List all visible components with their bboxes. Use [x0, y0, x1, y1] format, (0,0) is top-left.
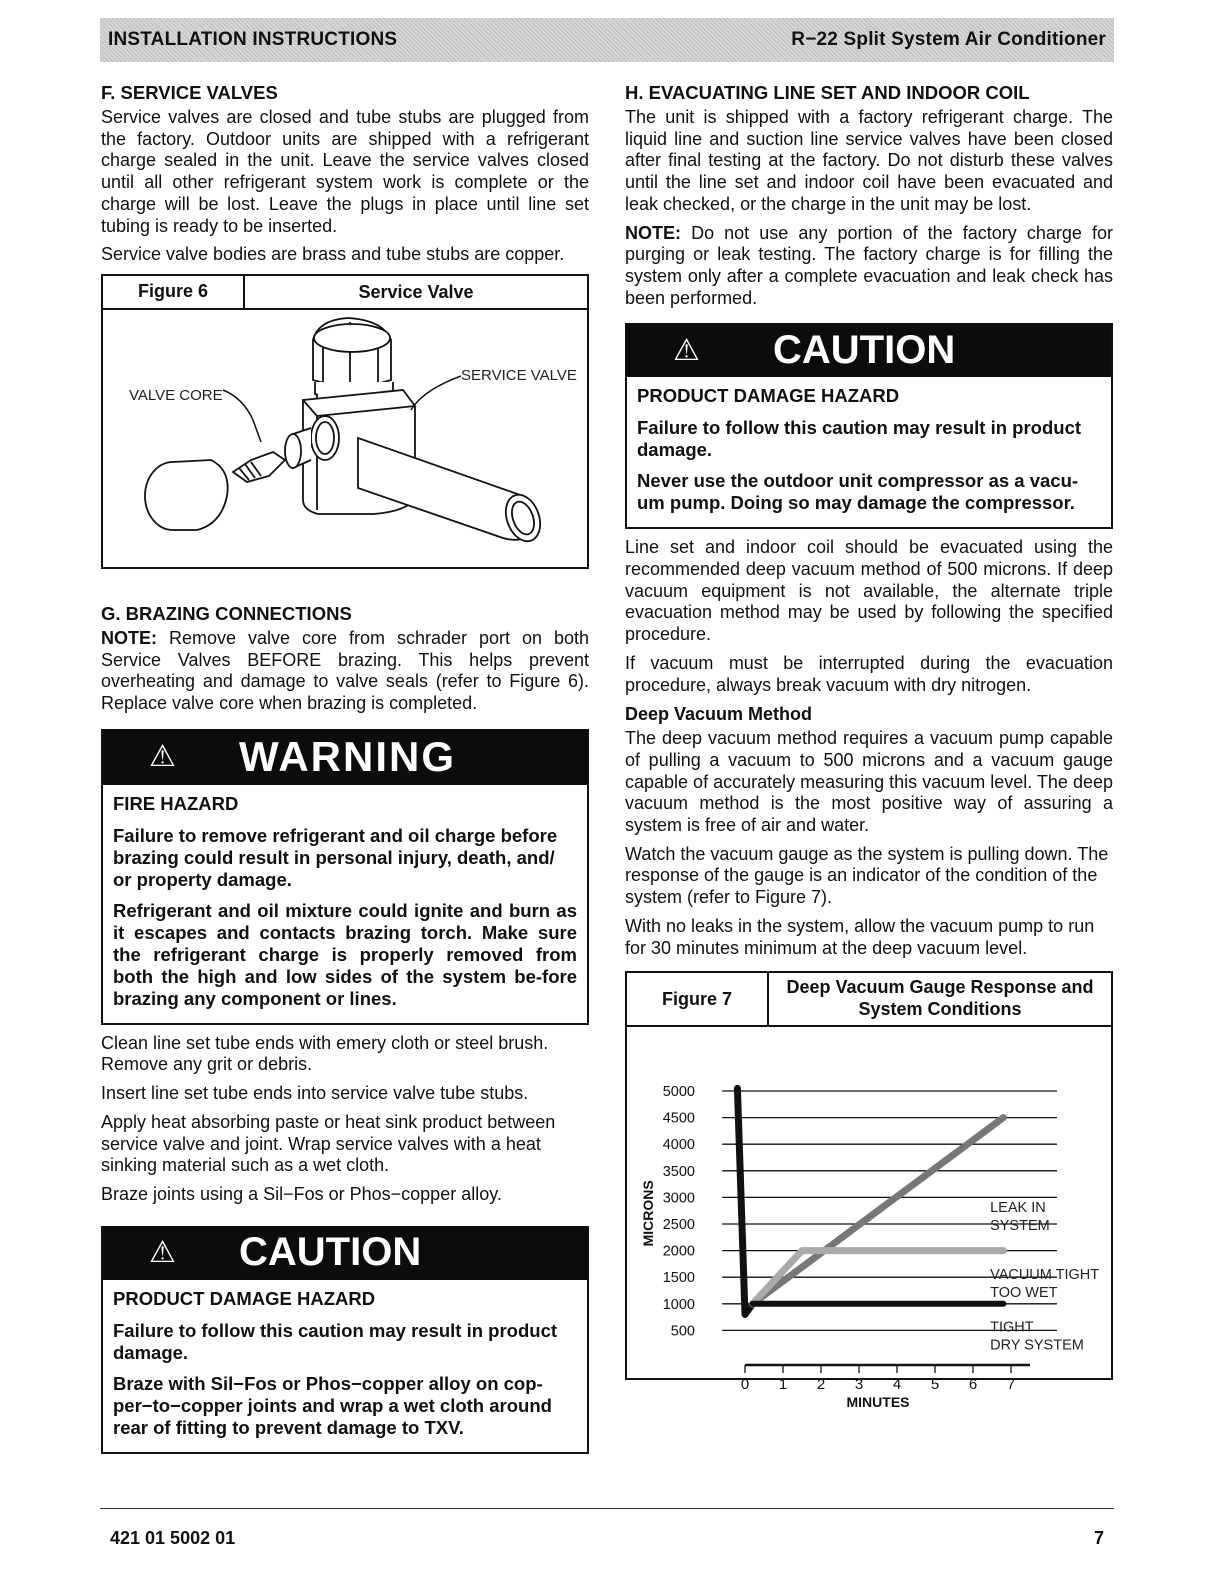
left-column — [101, 82, 589, 1454]
warning-box — [101, 729, 589, 1025]
brazing-paragraph-4: Braze joints using a Sil−Fos or Phos−copper alloy. — [101, 1183, 502, 1204]
y-tick-label: 4000 — [662, 1137, 695, 1154]
y-tick-label: 3500 — [662, 1164, 695, 1181]
section-f-title: F. SERVICE VALVES — [101, 82, 278, 103]
caution-right-paragraph-2: Never use the outdoor unit compressor as a vacu-um pump. Doing so may damage the compressor. — [637, 470, 1079, 514]
warning-paragraph-2: Refrigerant and oil mixture could ignite and burn as it escapes and contacts brazing torch. Make sure the refrigerant charge is properly removed from both the high and low sides of the system be-fore brazing any component or lines. — [113, 899, 577, 1009]
caution-title-left: PRODUCT DAMAGE HAZARD — [113, 1287, 376, 1309]
service-valve-illustration — [103, 310, 587, 562]
brazing-paragraph-1: Clean line set tube ends with emery cloth or steel brush. Remove any grit or debris. — [101, 1032, 549, 1075]
caution-body-left — [103, 1280, 587, 1452]
figure-6-title: Service Valve — [358, 281, 474, 302]
caution-banner-right — [627, 323, 1111, 377]
figure-7-title: Deep Vacuum Gauge Response and System Conditions — [786, 977, 1094, 1020]
y-tick-label: 2000 — [662, 1243, 695, 1260]
x-tick-label: 1 — [778, 1376, 788, 1394]
figure-6-header — [103, 276, 587, 310]
caution-body-right — [627, 377, 1111, 527]
brazing-paragraph-3: Apply heat absorbing paste or heat sink product between service valve and joint. Wrap service valves with a heat sinking material such as a wet cloth. — [101, 1111, 556, 1176]
section-h-paragraph-1: The unit is shipped with a factory refrigerant charge. The liquid line and suction line service valves have been closed after final testing at the factory. Do not disturb these valves until the line set and indoor coil have been evacuated and leak checked, or the charge in the unit may be lost. — [625, 107, 1113, 214]
footer-page-number: 7 — [1094, 1528, 1105, 1548]
figure-6 — [101, 274, 589, 569]
warning-banner — [103, 729, 587, 785]
warning-word: WARNING — [239, 732, 456, 780]
y-tick-label: 4500 — [662, 1110, 695, 1127]
warning-paragraph-1: Failure to remove refrigerant and oil charge before brazing could result in personal injury, death, and/ or property damage. — [113, 824, 558, 890]
evacuation-paragraph-2: If vacuum must be interrupted during the evacuation procedure, always break vacuum with dry nitrogen. — [625, 652, 1113, 695]
series-line-1 — [753, 1118, 1004, 1304]
y-tick-label: 1000 — [662, 1297, 695, 1314]
x-tick-label: 3 — [854, 1376, 864, 1394]
series-label: TIGHT — [990, 1319, 1034, 1336]
header-product-title: R−22 Split System Air Conditioner — [791, 29, 1106, 50]
caution-word-right: CAUTION — [773, 327, 956, 372]
series-label: LEAK IN — [990, 1200, 1046, 1217]
service-valve-label: SERVICE VALVE — [461, 366, 577, 384]
series-line-0 — [737, 1089, 752, 1315]
y-tick-label: 2500 — [662, 1217, 695, 1234]
section-h-note — [625, 223, 1113, 310]
figure-7-number: Figure 7 — [627, 973, 769, 1025]
series-label: DRY SYSTEM — [990, 1337, 1084, 1354]
warning-title: FIRE HAZARD — [113, 792, 239, 814]
caution-triangle-icon-right: ⚠ — [673, 333, 700, 367]
evacuation-paragraph-1: Line set and indoor coil should be evacuated using the recommended deep vacuum method of 500 microns. If deep vacuum equipment is not available, the alternate triple evacuation method may be used by following the specified procedure. — [625, 537, 1113, 645]
x-tick-label: 7 — [1006, 1376, 1016, 1394]
caution-word-left: CAUTION — [239, 1230, 422, 1275]
caution-left-paragraph-2: Braze with Sil−Fos or Phos−copper alloy on cop-per−to−copper joints and wrap a wet cloth around rear of fitting to prevent damage to TXV. — [113, 1372, 552, 1438]
section-g-note-label: NOTE: — [101, 627, 157, 648]
header-section-title: INSTALLATION INSTRUCTIONS — [108, 29, 398, 50]
x-tick-label: 4 — [892, 1376, 902, 1394]
vacuum-chart — [627, 1027, 1111, 1411]
footer-doc-number: 421 01 5002 01 — [110, 1528, 236, 1548]
series-label: TOO WET — [990, 1285, 1058, 1302]
section-h-note-text: Do not use any portion of the factory charge for purging or leak testing. The factory charge is for filling the system only after a complete evacuation and leak check has been performed. — [625, 222, 1113, 308]
deep-vacuum-paragraph-2: Watch the vacuum gauge as the system is pulling down. The response of the gauge is an indicator of the condition of the system (refer to Figure 7). — [625, 843, 1109, 908]
series-label: SYSTEM — [990, 1218, 1050, 1235]
vacuum-chart-svg — [627, 1027, 1113, 1411]
caution-box-left — [101, 1226, 589, 1454]
right-column — [625, 82, 1113, 1411]
deep-vacuum-paragraph-1: The deep vacuum method requires a vacuum pump capable of pulling a vacuum to 500 microns and a vacuum gauge capable of accurately measuring this vacuum level. The deep vacuum method is the most positive way of assuring a system is free of air and water. — [625, 728, 1113, 836]
y-tick-label: 3000 — [662, 1190, 695, 1207]
y-tick-label: 1500 — [662, 1270, 695, 1287]
valve-core-label: VALVE CORE — [129, 386, 223, 404]
caution-banner-left — [103, 1226, 587, 1280]
y-axis-label: MICRONS — [640, 1180, 656, 1247]
caution-title-right: PRODUCT DAMAGE HAZARD — [637, 385, 900, 407]
series-label: VACUUM TIGHT — [990, 1267, 1100, 1284]
section-f-paragraph-1: Service valves are closed and tube stubs are plugged from the factory. Outdoor units are shipped with a refrigerant charge sealed in the unit. Leave the service valves closed until all other refrigerant system work is complete or the charge will be lost. Leave the plugs in place until line set tubing is ready to be inserted. — [101, 107, 589, 236]
page-header — [100, 18, 1114, 62]
figure-6-number: Figure 6 — [103, 276, 245, 308]
x-tick-label: 6 — [968, 1376, 978, 1394]
x-axis-label: MINUTES — [846, 1394, 910, 1411]
brazing-paragraph-2: Insert line set tube ends into service valve tube stubs. — [101, 1083, 529, 1104]
caution-right-paragraph-1: Failure to follow this caution may result in product damage. — [637, 417, 1082, 461]
section-g-title: G. BRAZING CONNECTIONS — [101, 602, 352, 624]
section-h-title: H. EVACUATING LINE SET AND INDOOR COIL — [625, 82, 1030, 103]
y-tick-label: 500 — [670, 1323, 695, 1340]
caution-triangle-icon-left: ⚠ — [149, 1236, 176, 1270]
section-h-note-label: NOTE: — [625, 222, 681, 243]
figure-7-header — [627, 973, 1111, 1027]
deep-vacuum-paragraph-3: With no leaks in the system, allow the vacuum pump to run for 30 minutes minimum at the deep vacuum level. — [625, 915, 1095, 958]
footer-rule — [100, 1508, 1114, 1509]
deep-vacuum-title: Deep Vacuum Method — [625, 704, 813, 725]
warning-triangle-icon: ⚠ — [149, 740, 176, 774]
caution-left-paragraph-1: Failure to follow this caution may result in product damage. — [113, 1319, 558, 1363]
figure-7 — [625, 971, 1113, 1411]
section-g-note — [101, 628, 589, 715]
warning-body — [103, 785, 587, 1023]
section-f-paragraph-2: Service valve bodies are brass and tube stubs are copper. — [101, 244, 565, 265]
x-tick-label: 5 — [930, 1376, 940, 1394]
y-tick-label: 5000 — [662, 1084, 695, 1101]
section-g-note-text: Remove valve core from schrader port on both Service Valves BEFORE brazing. This helps prevent overheating and damage to valve seals (refer to Figure 6). Replace valve core when brazing is completed. — [101, 627, 589, 714]
x-tick-label: 0 — [740, 1376, 750, 1394]
caution-box-right — [625, 323, 1113, 529]
x-tick-label: 2 — [816, 1376, 826, 1394]
